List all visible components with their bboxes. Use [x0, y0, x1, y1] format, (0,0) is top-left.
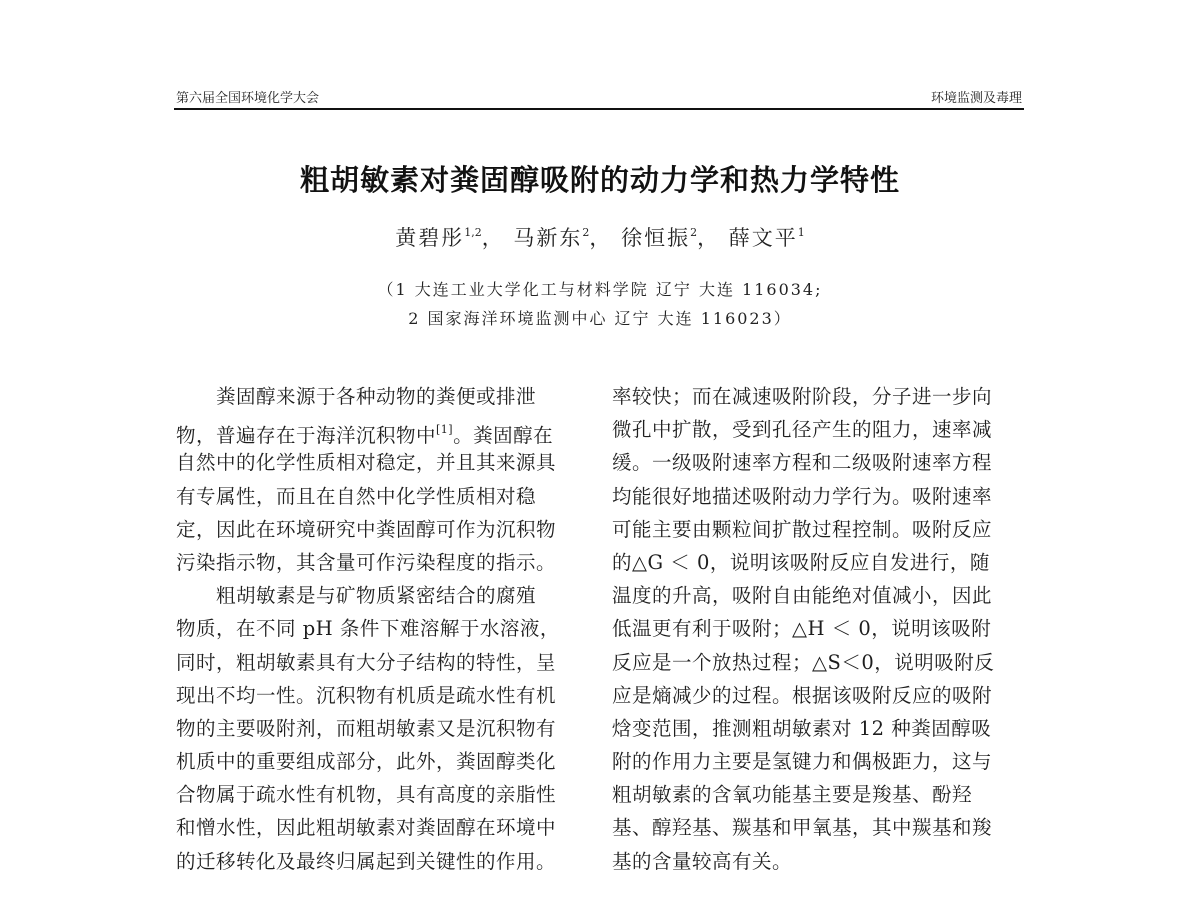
- text-line: 基的含量较高有关。: [612, 849, 793, 873]
- text-line: 低温更有利于吸附；△H ＜ 0，说明该吸附: [612, 617, 992, 641]
- text-line: [176, 413, 586, 446]
- body-column-right: [612, 380, 1022, 878]
- text-line: 应是熵减少的过程。根据该吸附反应的吸附: [612, 683, 993, 707]
- author-list: [0, 222, 1200, 252]
- affiliation-2: 2 国家海洋环境监测中心 辽宁 大连 116023）: [408, 309, 792, 328]
- author-affil-sup: 1: [797, 226, 805, 239]
- text-line: 污染指示物，其含量可作污染程度的指示。: [176, 550, 557, 574]
- text-line: 粪固醇来源于各种动物的粪便或排泄: [216, 385, 537, 408]
- text-line: 物质，在不同 pH 条件下难溶解于水溶液，: [176, 617, 560, 641]
- author: 徐恒振: [621, 226, 691, 250]
- separator: ，: [589, 226, 613, 250]
- text-line: 的迁移转化及最终归属起到关键性的作用。: [176, 849, 557, 873]
- text-segment: 。粪固醇在: [453, 424, 554, 448]
- text-line: 物的主要吸附剂，而粗胡敏素又是沉积物有: [176, 716, 557, 740]
- text-line: 有专属性，而且在自然中化学性质相对稳: [176, 484, 537, 508]
- text-line: 反应是一个放热过程；△S＜0，说明吸附反: [612, 650, 995, 674]
- text-line: 附的作用力主要是氢键力和偶极距力，这与: [612, 750, 993, 774]
- text-line: 粗胡敏素的含氧功能基主要是羧基、酚羟: [612, 783, 973, 807]
- conference-name: 第六届全国环境化学大会: [176, 91, 320, 106]
- text-line: 均能很好地描述吸附动力学行为。吸附速率: [612, 484, 993, 508]
- text-line: 温度的升高，吸附自由能绝对值减小，因此: [612, 584, 993, 608]
- text-line: 率较快；而在减速吸附阶段，分子进一步向: [612, 385, 993, 408]
- paper-title: 粗胡敏素对粪固醇吸附的动力学和热力学特性: [299, 163, 900, 197]
- text-line: 可能主要由颗粒间扩散过程控制。吸附反应: [612, 517, 993, 541]
- affiliation-1: （1 大连工业大学化工与材料学院 辽宁 大连 116034;: [377, 280, 823, 299]
- text-line: 同时，粗胡敏素具有大分子结构的特性，呈: [176, 650, 557, 674]
- author: 黄碧彤: [395, 226, 465, 250]
- text-line: 基、醇羟基、羰基和甲氧基，其中羰基和羧: [612, 816, 993, 840]
- citation-ref[interactable]: [1]: [436, 423, 454, 437]
- separator: ，: [697, 226, 721, 250]
- text-line: 粗胡敏素是与矿物质紧密结合的腐殖: [216, 584, 537, 608]
- author-affil-sup: 1,2: [464, 226, 482, 239]
- text-segment: 物，普遍存在于海洋沉积物中: [176, 424, 437, 448]
- text-line: 合物属于疏水性有机物，具有高度的亲脂性: [176, 783, 557, 807]
- text-line: 定，因此在环境研究中粪固醇可作为沉积物: [176, 517, 557, 541]
- body-column-left: [176, 380, 586, 878]
- section-name: 环境监测及毒理: [930, 91, 1022, 106]
- running-header: [176, 87, 1022, 106]
- text-line: 自然中的化学性质相对稳定，并且其来源具: [176, 451, 557, 475]
- text-line: 微孔中扩散，受到孔径产生的阻力，速率减: [612, 418, 993, 442]
- text-line: 机质中的重要组成部分，此外，粪固醇类化: [176, 750, 557, 774]
- text-line: 和憎水性，因此粗胡敏素对粪固醇在环境中: [176, 816, 557, 840]
- text-line: 现出不均一性。沉积物有机质是疏水性有机: [176, 683, 557, 707]
- text-line: 焓变范围，推测粗胡敏素对 12 种粪固醇吸: [612, 716, 992, 740]
- header-rule: [174, 108, 1024, 110]
- text-line: 的△G ＜ 0，说明该吸附反应自发进行，随: [612, 550, 990, 574]
- author-affil-sup: 2: [690, 226, 698, 239]
- author: 薛文平: [728, 226, 798, 250]
- author-affil-sup: 2: [582, 226, 590, 239]
- text-line: 缓。一级吸附速率方程和二级吸附速率方程: [612, 451, 993, 475]
- separator: ，: [481, 226, 505, 250]
- author: 马新东: [513, 226, 583, 250]
